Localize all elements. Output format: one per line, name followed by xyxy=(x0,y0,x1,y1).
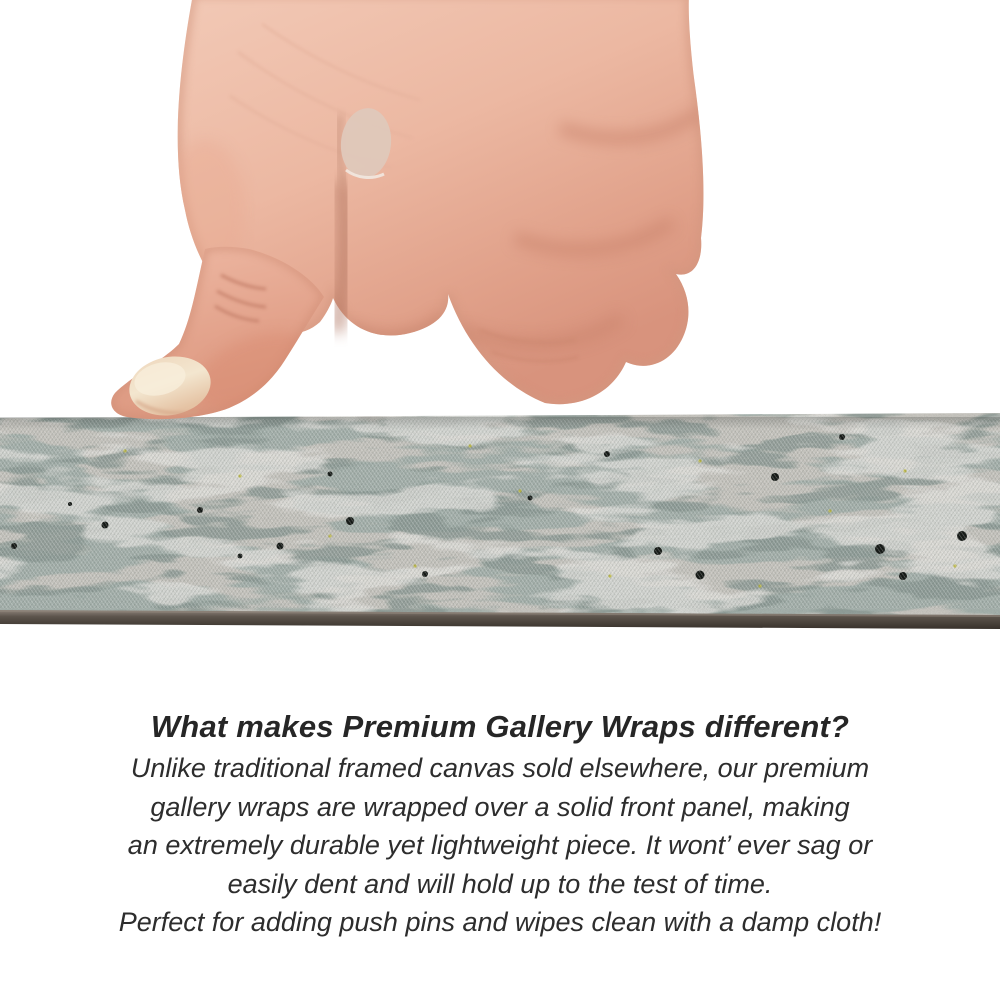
caption-line-5: Perfect for adding push pins and wipes clean with a damp cloth! xyxy=(118,907,882,937)
hand-press-photo xyxy=(0,0,1000,432)
canvas-texture xyxy=(0,413,1000,631)
hand-illustration xyxy=(0,0,1000,432)
caption-line-1: Unlike traditional framed canvas sold elsewhere, our premium xyxy=(130,753,870,783)
caption-line-3: an extremely durable yet lightweight piece. It wont’ ever sag or xyxy=(127,830,873,860)
caption-line-2: gallery wraps are wrapped over a solid front panel, making xyxy=(150,791,850,822)
canvas-edge-photo xyxy=(0,413,1000,631)
thumb-cleft-shadow xyxy=(337,182,345,332)
caption-line-4: easily dent and will hold up to the test of time. xyxy=(227,868,773,899)
caption xyxy=(20,707,980,942)
caption-title: What makes Premium Gallery Wraps different? xyxy=(150,709,850,744)
